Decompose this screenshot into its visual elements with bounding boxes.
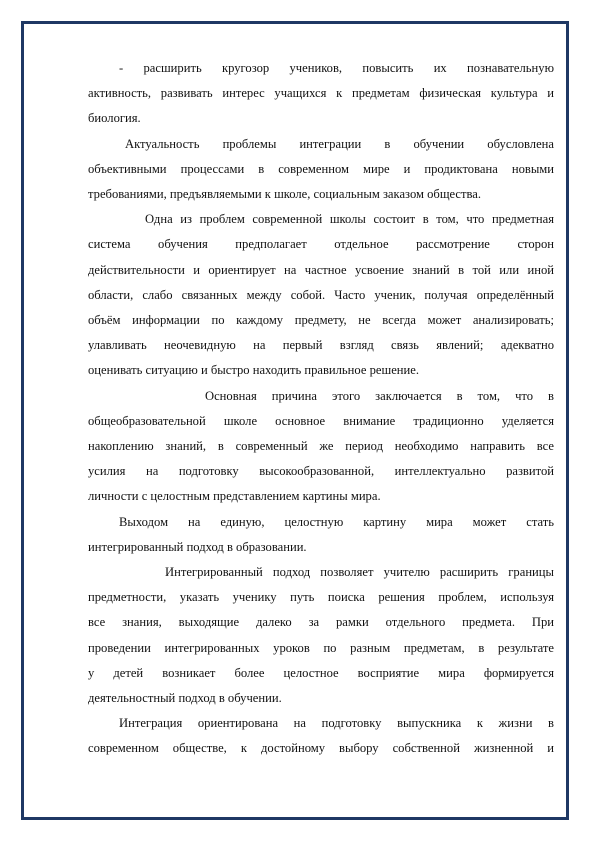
text-line: объективными процессами в современном мире и продиктована новыми xyxy=(88,161,554,176)
text-line: у детей возникает более целостное восприятие мира формируется xyxy=(88,665,554,680)
paragraph-1 xyxy=(88,56,554,132)
text-line: общеобразовательной школе основное внимание традиционно уделяется xyxy=(88,413,554,428)
text-line: Интеграция ориентирована на подготовку выпускника к жизни в xyxy=(119,716,554,731)
paragraph-5 xyxy=(88,510,554,560)
text-line: Актуальность проблемы интеграции в обучении обусловлена xyxy=(125,136,554,151)
paragraph-6 xyxy=(88,560,554,711)
text-line: Одна из проблем современной школы состоит в том, что предметная xyxy=(145,212,554,227)
text-line: Основная причина этого заключается в том, что в xyxy=(205,388,554,403)
text-line: биология. xyxy=(88,111,141,126)
text-line: оценивать ситуацию и быстро находить правильное решение. xyxy=(88,363,419,378)
document-body xyxy=(88,56,554,762)
text-line: требованиями, предъявляемыми к школе, социальным заказом общества. xyxy=(88,187,482,202)
text-line: действительности и ориентирует на частное усвоение знаний в той или иной xyxy=(88,262,554,277)
text-line: деятельностный подход в обучении. xyxy=(88,691,282,706)
paragraph-2 xyxy=(88,132,554,208)
text-line: накоплению знаний, в современный же период необходимо направить все xyxy=(88,439,554,454)
text-line: области, слабо связанных между собой. Часто ученик, получая определённый xyxy=(88,287,554,302)
paragraph-4 xyxy=(88,384,554,510)
text-line: улавливать неочевидную на первый взгляд связь явлений; адекватно xyxy=(88,338,554,353)
text-line: предметности, указать ученику путь поиска решения проблем, используя xyxy=(88,590,554,605)
text-line: личности с целостным представлением картины мира. xyxy=(88,489,381,504)
text-line: проведении интегрированных уроков по разным предметам, в результате xyxy=(88,640,554,655)
text-line: Интегрированный подход позволяет учителю расширить границы xyxy=(165,565,554,580)
paragraph-3 xyxy=(88,207,554,383)
text-line: Выходом на единую, целостную картину мира может стать xyxy=(119,514,554,529)
text-line: объём информации по каждому предмету, не всегда может анализировать; xyxy=(88,313,554,328)
text-line: все знания, выходящие далеко за рамки отдельного предмета. При xyxy=(88,615,554,630)
text-line: усилия на подготовку высокообразованной, интеллектуально развитой xyxy=(88,464,554,479)
text-line: активность, развивать интерес учащихся к предметам физическая культура и xyxy=(88,86,554,101)
text-line: система обучения предполагает отдельное рассмотрение сторон xyxy=(88,237,554,252)
paragraph-7 xyxy=(88,711,554,761)
text-line: интегрированный подход в образовании. xyxy=(88,539,307,554)
text-line: - расширить кругозор учеников, повысить их познавательную xyxy=(119,61,554,75)
text-line: современном обществе, к достойному выбору собственной жизненной и xyxy=(88,741,554,756)
